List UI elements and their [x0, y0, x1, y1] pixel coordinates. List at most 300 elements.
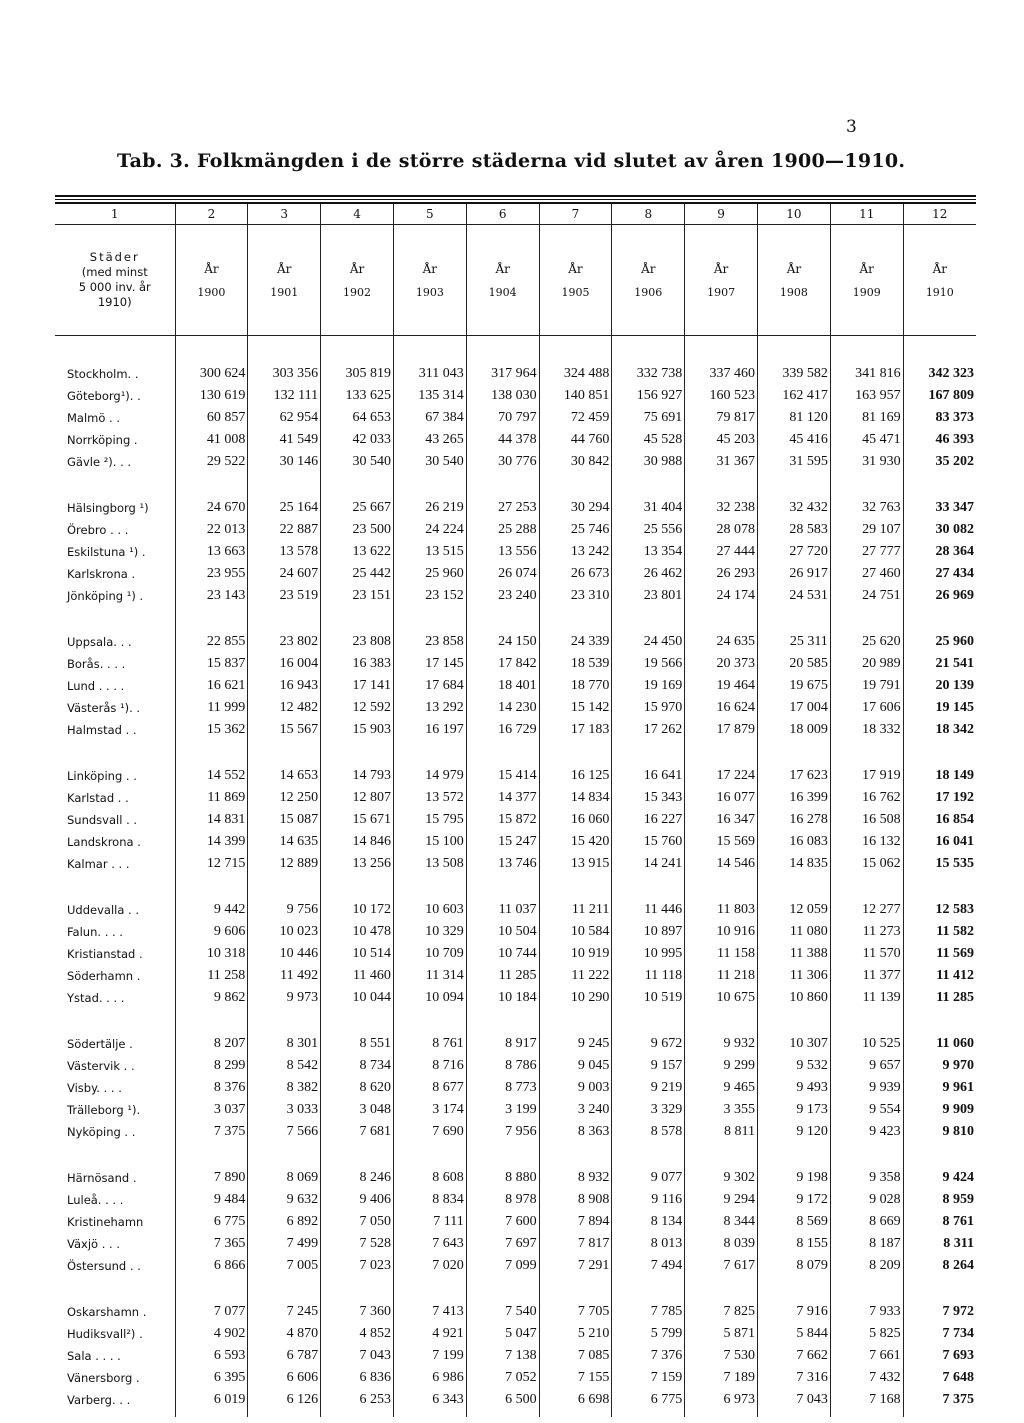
population-value: 10 860 — [758, 987, 831, 1009]
population-value: 9 173 — [758, 1099, 831, 1121]
population-value: 22 013 — [175, 519, 248, 541]
population-value: 8 932 — [539, 1167, 612, 1189]
population-value: 332 738 — [612, 363, 685, 385]
population-value: 26 673 — [539, 563, 612, 585]
population-value: 9 003 — [539, 1077, 612, 1099]
population-value: 24 607 — [248, 563, 321, 585]
population-value: 300 624 — [175, 363, 248, 385]
city-name: Kristianstad . — [67, 947, 143, 961]
population-value: 12 277 — [830, 899, 903, 921]
population-value: 4 921 — [393, 1323, 466, 1345]
year-header — [903, 225, 976, 336]
population-value: 7 785 — [612, 1301, 685, 1323]
population-value: 11 060 — [903, 1033, 976, 1055]
table-row — [55, 719, 976, 741]
population-value: 14 377 — [466, 787, 539, 809]
city-name: Ystad. . . . — [67, 991, 125, 1005]
year-label: 1907 — [707, 285, 736, 299]
population-value: 28 364 — [903, 541, 976, 563]
population-value: 17 842 — [466, 653, 539, 675]
population-value: 14 230 — [466, 697, 539, 719]
population-value: 30 540 — [393, 451, 466, 473]
population-value: 31 595 — [758, 451, 831, 473]
population-value: 20 989 — [830, 653, 903, 675]
city-name: Lund . . . . — [67, 679, 125, 693]
population-value: 7 189 — [685, 1367, 758, 1389]
population-value: 11 869 — [175, 787, 248, 809]
city-name: Örebro . . . — [67, 523, 129, 537]
population-value: 135 314 — [393, 385, 466, 407]
population-value: 10 897 — [612, 921, 685, 943]
population-value: 15 062 — [830, 853, 903, 875]
population-value: 3 037 — [175, 1099, 248, 1121]
year-prefix: År — [422, 261, 438, 276]
city-name: Göteborg¹). . — [67, 389, 141, 403]
population-value: 7 050 — [321, 1211, 394, 1233]
population-value: 13 256 — [321, 853, 394, 875]
table-row — [55, 1167, 976, 1189]
population-value: 30 146 — [248, 451, 321, 473]
population-value: 10 744 — [466, 943, 539, 965]
table-row — [55, 1389, 976, 1411]
population-value: 13 292 — [393, 697, 466, 719]
city-name: Karlskrona . — [67, 567, 136, 581]
population-value: 11 803 — [685, 899, 758, 921]
population-value: 337 460 — [685, 363, 758, 385]
population-value: 31 930 — [830, 451, 903, 473]
population-value: 8 207 — [175, 1033, 248, 1055]
population-value: 17 919 — [830, 765, 903, 787]
table-row — [55, 1367, 976, 1389]
table-row — [55, 765, 976, 787]
city-name: Västervik . . — [67, 1059, 135, 1073]
year-label: 1900 — [197, 285, 226, 299]
population-value: 12 482 — [248, 697, 321, 719]
population-value: 9 442 — [175, 899, 248, 921]
population-value: 41 008 — [175, 429, 248, 451]
year-label: 1901 — [270, 285, 299, 299]
population-value: 8 608 — [393, 1167, 466, 1189]
population-value: 11 285 — [466, 965, 539, 987]
stub-header-line: Städer — [89, 250, 140, 264]
population-value: 8 551 — [321, 1033, 394, 1055]
population-value: 8 187 — [830, 1233, 903, 1255]
population-value: 17 183 — [539, 719, 612, 741]
population-value: 7 245 — [248, 1301, 321, 1323]
population-value: 30 540 — [321, 451, 394, 473]
population-value: 11 412 — [903, 965, 976, 987]
population-value: 9 909 — [903, 1099, 976, 1121]
spacer-row — [55, 336, 976, 364]
population-value: 16 347 — [685, 809, 758, 831]
table-row — [55, 1345, 976, 1367]
population-value: 31 404 — [612, 497, 685, 519]
title-rule-thin — [55, 199, 976, 200]
population-value: 342 323 — [903, 363, 976, 385]
population-value: 8 578 — [612, 1121, 685, 1143]
population-value: 20 139 — [903, 675, 976, 697]
table-row — [55, 429, 976, 451]
population-value: 11 446 — [612, 899, 685, 921]
year-prefix: År — [349, 261, 365, 276]
population-value: 156 927 — [612, 385, 685, 407]
city-name: Gävle ²). . . — [67, 455, 132, 469]
table-row — [55, 809, 976, 831]
population-value: 8 620 — [321, 1077, 394, 1099]
population-value: 7 077 — [175, 1301, 248, 1323]
population-value: 5 871 — [685, 1323, 758, 1345]
population-value: 15 970 — [612, 697, 685, 719]
year-header — [466, 225, 539, 336]
population-value: 19 566 — [612, 653, 685, 675]
population-value: 11 211 — [539, 899, 612, 921]
population-value: 15 567 — [248, 719, 321, 741]
population-value: 7 291 — [539, 1255, 612, 1277]
population-value: 15 100 — [393, 831, 466, 853]
population-value: 11 222 — [539, 965, 612, 987]
population-value: 9 672 — [612, 1033, 685, 1055]
population-value: 24 635 — [685, 631, 758, 653]
population-value: 81 169 — [830, 407, 903, 429]
population-value: 9 484 — [175, 1189, 248, 1211]
population-value: 15 872 — [466, 809, 539, 831]
population-value: 16 399 — [758, 787, 831, 809]
city-name: Landskrona . — [67, 835, 141, 849]
population-value: 7 648 — [903, 1367, 976, 1389]
population-value: 7 005 — [248, 1255, 321, 1277]
population-value: 9 299 — [685, 1055, 758, 1077]
table-row — [55, 831, 976, 853]
population-value: 10 514 — [321, 943, 394, 965]
population-value: 5 047 — [466, 1323, 539, 1345]
table-row — [55, 407, 976, 429]
population-value: 8 299 — [175, 1055, 248, 1077]
population-value: 17 004 — [758, 697, 831, 719]
population-value: 21 541 — [903, 653, 976, 675]
population-value: 7 085 — [539, 1345, 612, 1367]
population-value: 324 488 — [539, 363, 612, 385]
population-value: 31 367 — [685, 451, 758, 473]
city-name: Hälsingborg ¹) — [67, 501, 149, 515]
population-value: 14 653 — [248, 765, 321, 787]
population-value: 10 675 — [685, 987, 758, 1009]
population-value: 16 132 — [830, 831, 903, 853]
population-value: 14 546 — [685, 853, 758, 875]
population-value: 5 825 — [830, 1323, 903, 1345]
column-number: 5 — [393, 203, 466, 225]
population-value: 9 172 — [758, 1189, 831, 1211]
population-value: 311 043 — [393, 363, 466, 385]
population-value: 26 917 — [758, 563, 831, 585]
population-value: 7 365 — [175, 1233, 248, 1255]
population-value: 11 582 — [903, 921, 976, 943]
city-name: Luleå. . . . — [67, 1193, 124, 1207]
population-value: 19 464 — [685, 675, 758, 697]
population-value: 9 077 — [612, 1167, 685, 1189]
year-prefix: År — [568, 261, 583, 276]
table-row — [55, 451, 976, 473]
population-value: 9 554 — [830, 1099, 903, 1121]
population-value: 5 844 — [758, 1323, 831, 1345]
population-value: 8 264 — [903, 1255, 976, 1277]
population-value: 7 540 — [466, 1301, 539, 1323]
table-row — [55, 385, 976, 407]
city-name: Norrköping . — [67, 433, 138, 447]
population-value: 7 916 — [758, 1301, 831, 1323]
population-value: 6 395 — [175, 1367, 248, 1389]
population-value: 8 542 — [248, 1055, 321, 1077]
population-value: 8 880 — [466, 1167, 539, 1189]
table-row — [55, 987, 976, 1009]
population-value: 6 892 — [248, 1211, 321, 1233]
population-value: 8 382 — [248, 1077, 321, 1099]
population-value: 9 493 — [758, 1077, 831, 1099]
population-value: 25 960 — [903, 631, 976, 653]
year-label: 1906 — [634, 285, 663, 299]
population-value: 13 578 — [248, 541, 321, 563]
population-value: 20 585 — [758, 653, 831, 675]
city-name: Falun. . . . — [67, 925, 123, 939]
population-value: 9 862 — [175, 987, 248, 1009]
population-value: 13 915 — [539, 853, 612, 875]
population-value: 9 120 — [758, 1121, 831, 1143]
population-value: 15 362 — [175, 719, 248, 741]
population-value: 317 964 — [466, 363, 539, 385]
title-rule-thick — [55, 195, 976, 197]
population-value: 7 375 — [175, 1121, 248, 1143]
population-value: 45 416 — [758, 429, 831, 451]
population-value: 13 515 — [393, 541, 466, 563]
population-value: 30 082 — [903, 519, 976, 541]
population-value: 14 979 — [393, 765, 466, 787]
population-value: 13 508 — [393, 853, 466, 875]
city-name: Söderhamn . — [67, 969, 141, 983]
population-value: 162 417 — [758, 385, 831, 407]
population-value: 9 045 — [539, 1055, 612, 1077]
population-value: 24 339 — [539, 631, 612, 653]
city-name: Jönköping ¹) . — [67, 589, 144, 603]
table-row — [55, 497, 976, 519]
city-name: Oskarshamn . — [67, 1305, 147, 1319]
city-name: Västerås ¹). . — [67, 701, 141, 715]
population-value: 41 549 — [248, 429, 321, 451]
population-value: 7 023 — [321, 1255, 394, 1277]
population-value: 7 099 — [466, 1255, 539, 1277]
population-value: 11 377 — [830, 965, 903, 987]
population-value: 8 734 — [321, 1055, 394, 1077]
table-row — [55, 1077, 976, 1099]
population-value: 10 329 — [393, 921, 466, 943]
population-value: 7 360 — [321, 1301, 394, 1323]
population-value: 7 690 — [393, 1121, 466, 1143]
population-value: 8 311 — [903, 1233, 976, 1255]
population-value: 83 373 — [903, 407, 976, 429]
population-value: 7 499 — [248, 1233, 321, 1255]
population-value: 6 775 — [612, 1389, 685, 1411]
population-value: 7 043 — [758, 1389, 831, 1411]
year-header — [612, 225, 685, 336]
population-value: 23 519 — [248, 585, 321, 607]
population-value: 16 197 — [393, 719, 466, 741]
population-value: 7 375 — [903, 1389, 976, 1411]
column-number: 10 — [758, 203, 831, 225]
column-number: 12 — [903, 203, 976, 225]
population-value: 26 462 — [612, 563, 685, 585]
population-value: 28 078 — [685, 519, 758, 541]
year-header — [321, 225, 394, 336]
population-value: 25 746 — [539, 519, 612, 541]
population-value: 11 139 — [830, 987, 903, 1009]
population-value: 16 077 — [685, 787, 758, 809]
year-prefix: År — [495, 261, 510, 276]
population-value: 19 791 — [830, 675, 903, 697]
city-name: Halmstad . . — [67, 723, 137, 737]
table-title: Tab. 3. Folkmängden i de större städerna vid slutet av åren 1900—1910. — [117, 150, 906, 172]
population-value: 16 041 — [903, 831, 976, 853]
population-value: 7 566 — [248, 1121, 321, 1143]
table-row — [55, 787, 976, 809]
population-value: 24 150 — [466, 631, 539, 653]
population-value: 18 342 — [903, 719, 976, 741]
population-value: 27 434 — [903, 563, 976, 585]
population-value: 9 358 — [830, 1167, 903, 1189]
population-value: 11 118 — [612, 965, 685, 987]
population-value: 10 044 — [321, 987, 394, 1009]
table-row — [55, 1233, 976, 1255]
population-value: 25 556 — [612, 519, 685, 541]
population-value: 132 111 — [248, 385, 321, 407]
population-value: 19 145 — [903, 697, 976, 719]
population-value: 7 138 — [466, 1345, 539, 1367]
population-value: 9 198 — [758, 1167, 831, 1189]
population-value: 8 363 — [539, 1121, 612, 1143]
population-value: 25 442 — [321, 563, 394, 585]
year-header — [830, 225, 903, 336]
population-value: 9 606 — [175, 921, 248, 943]
population-value: 8 134 — [612, 1211, 685, 1233]
population-value: 9 973 — [248, 987, 321, 1009]
population-value: 45 203 — [685, 429, 758, 451]
column-number: 6 — [466, 203, 539, 225]
population-value: 24 174 — [685, 585, 758, 607]
column-number-row — [55, 203, 976, 225]
population-value: 10 919 — [539, 943, 612, 965]
population-value: 7 956 — [466, 1121, 539, 1143]
population-value: 8 677 — [393, 1077, 466, 1099]
population-value: 27 253 — [466, 497, 539, 519]
population-value: 9 756 — [248, 899, 321, 921]
population-value: 43 265 — [393, 429, 466, 451]
population-value: 23 858 — [393, 631, 466, 653]
population-value: 18 149 — [903, 765, 976, 787]
table-row — [55, 1255, 976, 1277]
population-value: 9 632 — [248, 1189, 321, 1211]
population-value: 35 202 — [903, 451, 976, 473]
population-value: 75 691 — [612, 407, 685, 429]
population-value: 6 973 — [685, 1389, 758, 1411]
city-name: Vänersborg . — [67, 1371, 140, 1385]
table-row — [55, 697, 976, 719]
population-value: 79 817 — [685, 407, 758, 429]
population-value: 4 902 — [175, 1323, 248, 1345]
table-row — [55, 1099, 976, 1121]
population-value: 16 004 — [248, 653, 321, 675]
population-value: 140 851 — [539, 385, 612, 407]
population-value: 16 060 — [539, 809, 612, 831]
population-value: 11 258 — [175, 965, 248, 987]
table-row — [55, 1055, 976, 1077]
population-value: 16 854 — [903, 809, 976, 831]
population-value: 27 460 — [830, 563, 903, 585]
population-value: 18 401 — [466, 675, 539, 697]
table-row — [55, 363, 976, 385]
population-value: 11 388 — [758, 943, 831, 965]
population-value: 10 603 — [393, 899, 466, 921]
population-value: 30 988 — [612, 451, 685, 473]
population-value: 18 770 — [539, 675, 612, 697]
city-name: Eskilstuna ¹) . — [67, 545, 146, 559]
city-name: Kalmar . . . — [67, 857, 130, 871]
population-value: 3 174 — [393, 1099, 466, 1121]
population-value: 16 621 — [175, 675, 248, 697]
population-value: 7 316 — [758, 1367, 831, 1389]
population-value: 14 835 — [758, 853, 831, 875]
population-value: 7 600 — [466, 1211, 539, 1233]
year-prefix: År — [713, 261, 729, 276]
population-value: 16 083 — [758, 831, 831, 853]
population-value: 12 059 — [758, 899, 831, 921]
population-value: 6 698 — [539, 1389, 612, 1411]
population-value: 8 716 — [393, 1055, 466, 1077]
column-number: 11 — [830, 203, 903, 225]
city-name: Sala . . . . — [67, 1349, 121, 1363]
population-value: 8 773 — [466, 1077, 539, 1099]
population-value: 303 356 — [248, 363, 321, 385]
table-row — [55, 921, 976, 943]
population-value: 6 019 — [175, 1389, 248, 1411]
population-value: 10 504 — [466, 921, 539, 943]
population-value: 15 535 — [903, 853, 976, 875]
population-value: 7 972 — [903, 1301, 976, 1323]
population-value: 16 227 — [612, 809, 685, 831]
population-value: 17 224 — [685, 765, 758, 787]
population-value: 6 775 — [175, 1211, 248, 1233]
population-value: 23 802 — [248, 631, 321, 653]
population-value: 17 879 — [685, 719, 758, 741]
population-value: 7 376 — [612, 1345, 685, 1367]
population-value: 64 653 — [321, 407, 394, 429]
population-value: 12 250 — [248, 787, 321, 809]
population-value: 8 344 — [685, 1211, 758, 1233]
population-value: 24 531 — [758, 585, 831, 607]
population-value: 12 592 — [321, 697, 394, 719]
year-label: 1909 — [852, 285, 881, 299]
population-value: 160 523 — [685, 385, 758, 407]
city-name: Malmö . . — [67, 411, 121, 425]
population-value: 7 734 — [903, 1323, 976, 1345]
population-value: 23 955 — [175, 563, 248, 585]
population-value: 6 253 — [321, 1389, 394, 1411]
population-value: 24 751 — [830, 585, 903, 607]
population-value: 11 460 — [321, 965, 394, 987]
population-value: 15 837 — [175, 653, 248, 675]
population-value: 13 556 — [466, 541, 539, 563]
population-value: 24 670 — [175, 497, 248, 519]
stub-header-line: 5 000 inv. år — [78, 280, 151, 294]
table-row — [55, 1211, 976, 1233]
city-name: Södertälje . — [67, 1037, 133, 1051]
city-name: Hudiksvall²) . — [67, 1327, 143, 1341]
